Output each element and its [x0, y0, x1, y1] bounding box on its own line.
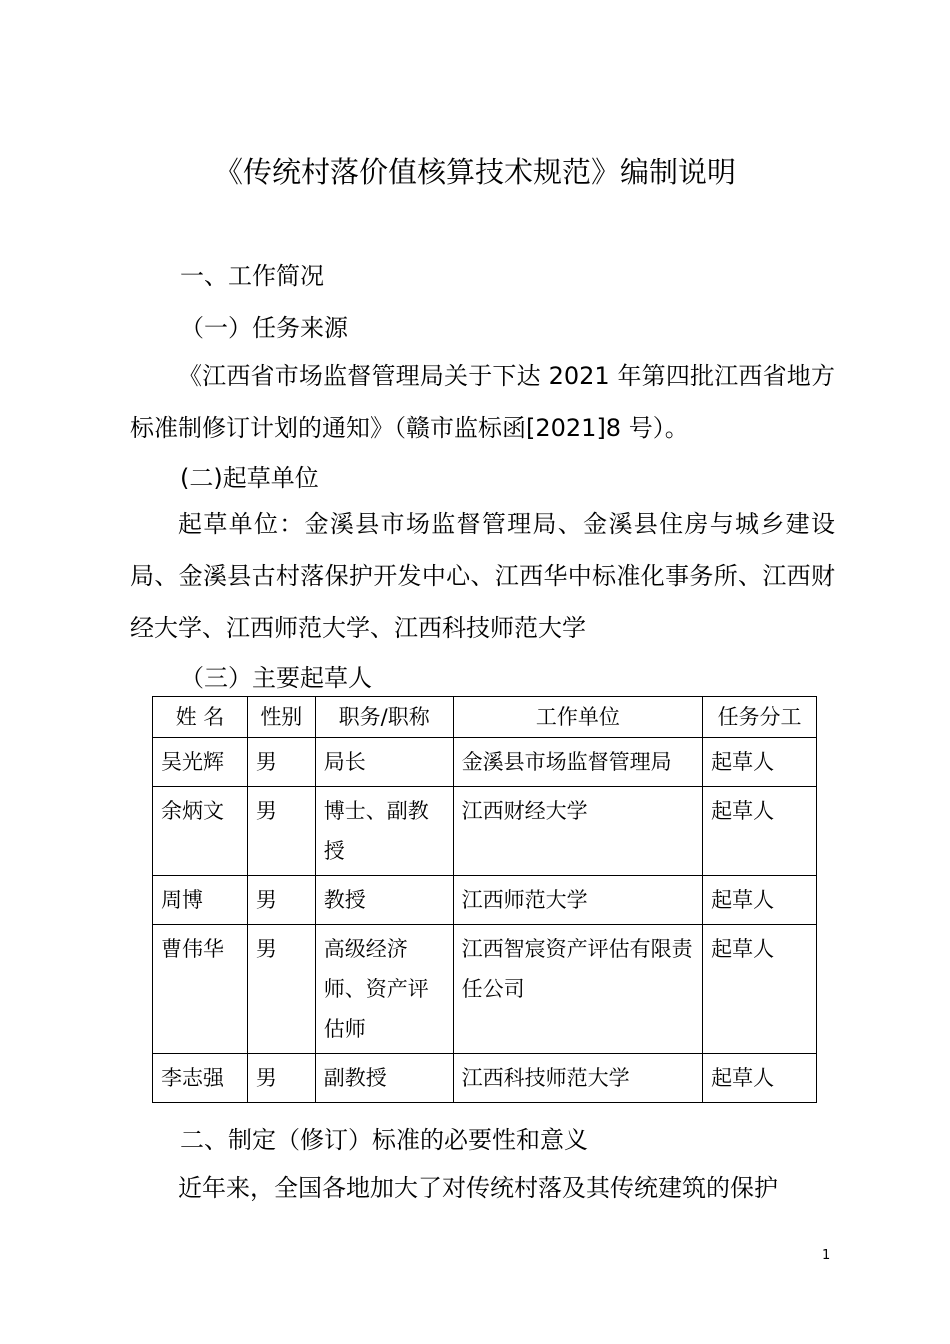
subsection-task-source-heading: （一）任务来源: [180, 314, 348, 342]
header-name: 姓 名: [153, 697, 248, 738]
section-2-paragraph: 近年来，全国各地加大了对传统村落及其传统建筑的保护: [178, 1174, 778, 1202]
header-unit: 工作单位: [453, 697, 703, 738]
cell-gender: 男: [247, 876, 315, 925]
cell-unit: 金溪县市场监督管理局: [453, 738, 703, 787]
table-row: [153, 925, 817, 1054]
cell-name: 周博: [153, 876, 248, 925]
cell-role: 起草人: [703, 1054, 817, 1103]
document-title: 《传统村落价值核算技术规范》编制说明: [213, 155, 736, 189]
drafting-units-paragraph: 起草单位：金溪县市场监督管理局、金溪县住房与城乡建设局、金溪县古村落保护开发中心、江西华中标准化事务所、江西财经大学、江西师范大学、江西科技师范大学: [130, 510, 835, 642]
table-header-row: [153, 697, 817, 738]
cell-unit: 江西智宸资产评估有限责任公司: [453, 925, 703, 1054]
cell-gender: 男: [247, 738, 315, 787]
cell-title: 高级经济师、资产评估师: [315, 925, 453, 1054]
cell-role: 起草人: [703, 787, 817, 876]
table-row: [153, 1054, 817, 1103]
section-2-heading: 二、制定（修订）标准的必要性和意义: [180, 1126, 588, 1154]
cell-gender: 男: [247, 787, 315, 876]
cell-name: 吴光辉: [153, 738, 248, 787]
cell-name: 曹伟华: [153, 925, 248, 1054]
header-gender: 性别: [247, 697, 315, 738]
cell-gender: 男: [247, 1054, 315, 1103]
page-number: 1: [822, 1248, 831, 1263]
cell-gender: 男: [247, 925, 315, 1054]
cell-unit: 江西师范大学: [453, 876, 703, 925]
drafters-table: [152, 696, 817, 1103]
cell-role: 起草人: [703, 876, 817, 925]
cell-role: 起草人: [703, 925, 817, 1054]
cell-unit: 江西科技师范大学: [453, 1054, 703, 1103]
cell-role: 起草人: [703, 738, 817, 787]
table-row: [153, 876, 817, 925]
header-title: 职务/职称: [315, 697, 453, 738]
cell-title: 副教授: [315, 1054, 453, 1103]
section-1-heading: 一、工作简况: [180, 262, 324, 290]
table-row: [153, 738, 817, 787]
task-source-paragraph: 《江西省市场监督管理局关于下达 2021 年第四批江西省地方标准制修订计划的通知》（赣市监标函[2021]8 号）。: [130, 362, 835, 442]
cell-name: 余炳文: [153, 787, 248, 876]
subsection-drafters-heading: （三）主要起草人: [180, 664, 372, 692]
cell-unit: 江西财经大学: [453, 787, 703, 876]
cell-name: 李志强: [153, 1054, 248, 1103]
cell-title: 局长: [315, 738, 453, 787]
subsection-drafting-units-heading: (二)起草单位: [180, 464, 319, 492]
header-role: 任务分工: [703, 697, 817, 738]
cell-title: 博士、副教授: [315, 787, 453, 876]
cell-title: 教授: [315, 876, 453, 925]
table-row: [153, 787, 817, 876]
